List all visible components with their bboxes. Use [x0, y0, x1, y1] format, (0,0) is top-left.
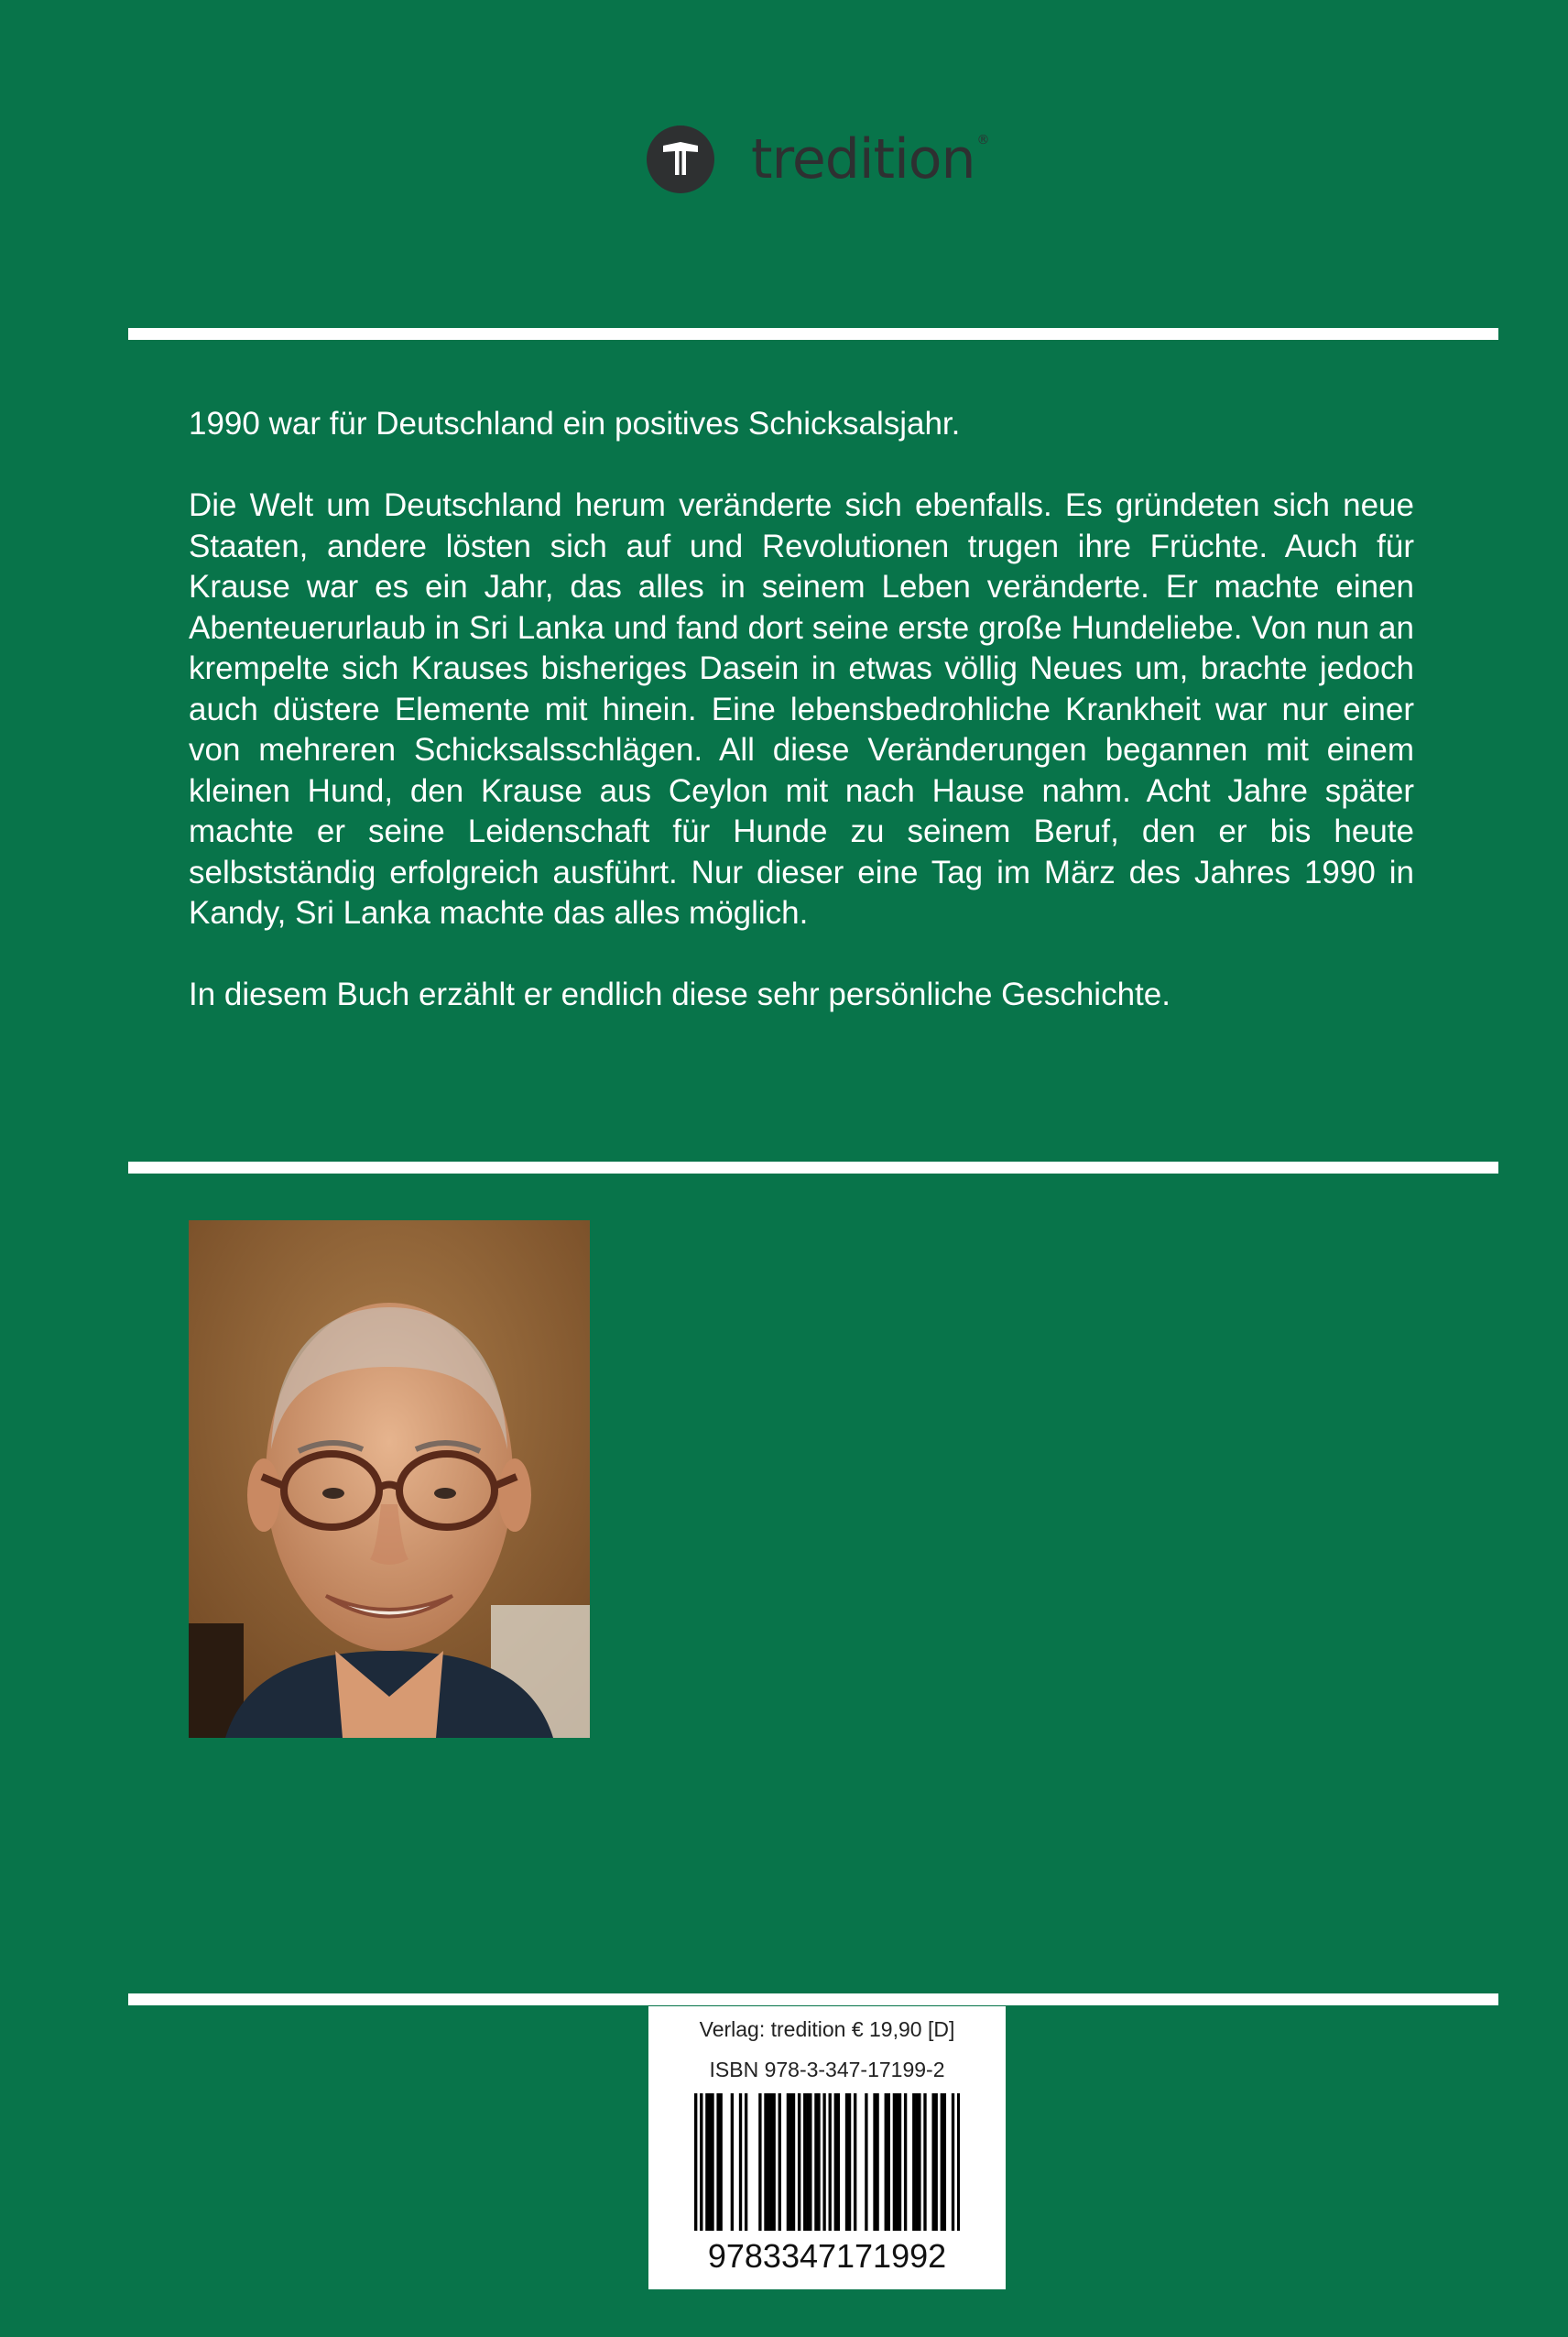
barcode-bar: [817, 2093, 820, 2231]
logo-wordmark: tredition: [751, 127, 975, 191]
barcode-bar: [898, 2093, 901, 2231]
barcode-bar: [764, 2093, 767, 2231]
barcode-bar: [943, 2093, 946, 2231]
barcode-bar: [845, 2093, 848, 2231]
barcode-bar: [957, 2093, 960, 2231]
barcode-bar: [915, 2093, 918, 2231]
barcode-bar: [769, 2093, 772, 2231]
barcode-bar: [772, 2093, 775, 2231]
barcode-box: [648, 2006, 1006, 2289]
barcode-bar: [854, 2093, 856, 2231]
barcode-bar: [705, 2093, 708, 2231]
barcode-bar: [931, 2093, 934, 2231]
barcode-bar: [912, 2093, 915, 2231]
divider-top: [128, 328, 1498, 340]
barcode-bar: [719, 2093, 722, 2231]
blurb-intro: 1990 war für Deutschland ein positives Schicksalsjahr.: [189, 406, 961, 442]
barcode-bar: [834, 2093, 837, 2231]
barcode-bar: [885, 2093, 887, 2231]
barcode-bar: [904, 2093, 907, 2231]
barcode-bar: [803, 2093, 806, 2231]
barcode-bar: [822, 2093, 825, 2231]
tredition-logo-icon: [647, 126, 714, 193]
barcode-bar: [896, 2093, 898, 2231]
barcode-bar: [837, 2093, 840, 2231]
barcode-bar: [876, 2093, 878, 2231]
registered-mark: ®: [976, 133, 989, 147]
barcode-bar: [923, 2093, 926, 2231]
barcode-bar: [952, 2093, 954, 2231]
divider-bottom: [128, 1993, 1498, 2005]
barcode-bar: [814, 2093, 817, 2231]
barcode-bar: [745, 2093, 747, 2231]
divider-middle: [128, 1162, 1498, 1174]
barcode-bar: [887, 2093, 890, 2231]
blurb-closing: In diesem Buch erzählt er endlich diese sehr persönliche Geschichte.: [189, 977, 1171, 1012]
barcode-bar: [708, 2093, 711, 2231]
barcode-bar: [893, 2093, 896, 2231]
ean-number: 9783347171992: [707, 2237, 947, 2275]
author-photo: [189, 1220, 590, 1738]
barcode-bar: [739, 2093, 742, 2231]
barcode-bar: [806, 2093, 809, 2231]
barcode-bar: [779, 2093, 781, 2231]
barcode-bar: [792, 2093, 795, 2231]
publisher-price-line: Verlag: tredition € 19,90 [D]: [699, 2017, 955, 2041]
barcode-bar: [700, 2093, 702, 2231]
barcode-bar: [809, 2093, 811, 2231]
barcode-bar: [829, 2093, 832, 2231]
barcode-bar: [798, 2093, 800, 2231]
barcode-bar: [789, 2093, 792, 2231]
blurb-body: Die Welt um Deutschland herum veränderte sich ebenfalls. Es gründeten sich neue Staaten, andere lösten sich auf und Revolutionen trugen ihre Früchte. Auch für Krause war es ein Jahr, das alles in seinem Leben veränderte. Er machte einen Abenteuerurlaub in Sri Lanka und fand dort seine erste große Hundeliebe. Von nun an krempelte sich Krauses bisheriges Dasein in etwas völlig Neues um, brachte jedoch auch düstere Elemente mit hinein. Eine lebensbedrohliche Krankheit war nur einer von mehreren Schicksalsschlägen. All diese Veränderungen begannen mit einem kleinen Hund, den Krause aus Ceylon mit nach Hause nahm. Acht Jahre später machte er seine Leidenschaft für Hunde zu seinem Beruf, den er bis heute selbstständig erfolgreich ausführt. Nur dieser eine Tag im März des Jahres 1990 in Kandy, Sri Lanka machte das alles möglich.: [189, 487, 1414, 931]
barcode-bar: [787, 2093, 789, 2231]
isbn-line: ISBN 978-3-347-17199-2: [709, 2058, 945, 2081]
barcode-bar: [918, 2093, 920, 2231]
barcode-bar: [716, 2093, 719, 2231]
barcode-bar: [941, 2093, 943, 2231]
barcode-bar: [767, 2093, 769, 2231]
barcode-bar: [694, 2093, 697, 2231]
publisher-logo: [647, 123, 988, 196]
barcode-bar: [848, 2093, 851, 2231]
barcode-bar: [865, 2093, 867, 2231]
barcode-bar: [935, 2093, 938, 2231]
barcode-bars: [694, 2093, 960, 2231]
barcode-bar: [758, 2093, 761, 2231]
barcode-bar: [711, 2093, 713, 2231]
back-cover-blurb: [189, 404, 1414, 1016]
barcode-bar: [873, 2093, 876, 2231]
barcode-bar: [731, 2093, 734, 2231]
